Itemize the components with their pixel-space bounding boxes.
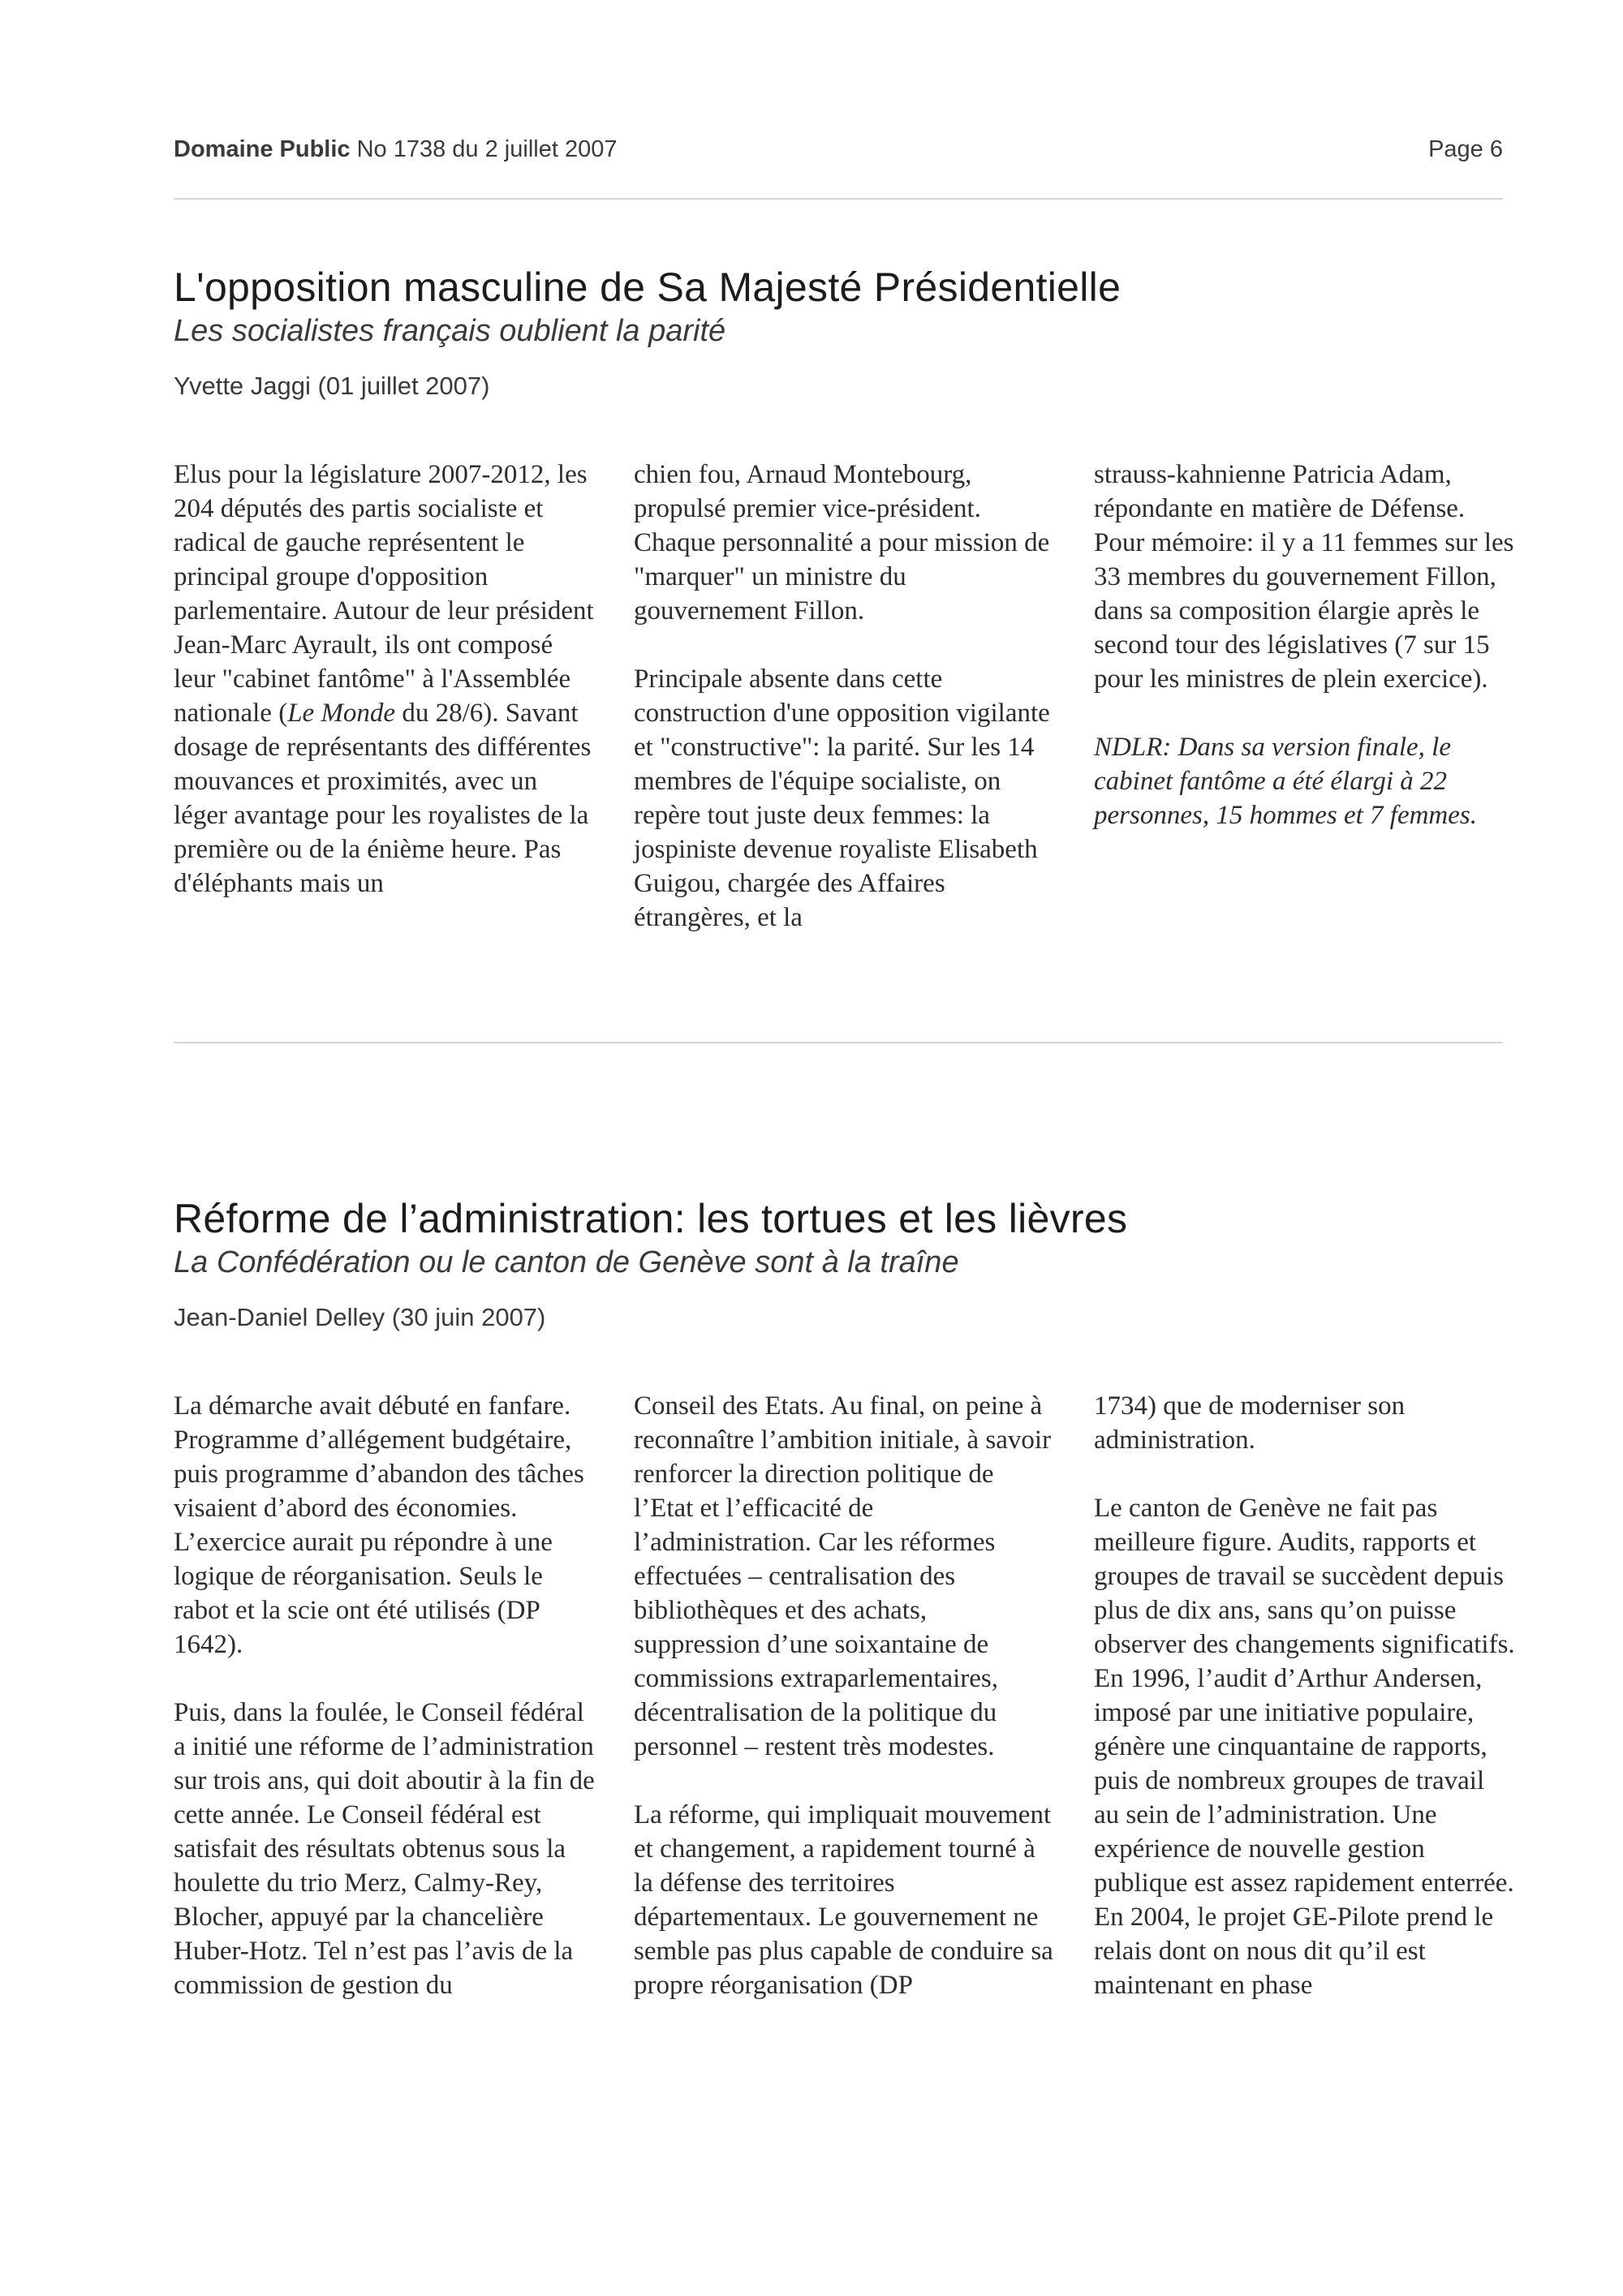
- paragraph: chien fou, Arnaud Montebourg, propulsé premier vice-président. Chaque personnalité a pour mission de "marquer" un ministre du gouvernement Fillon.: [634, 460, 1050, 626]
- article-title: Réforme de l’administration: les tortues et les lièvres: [174, 1196, 1128, 1241]
- paragraph: Conseil des Etats. Au final, on peine à reconnaître l’ambition initiale, à savoir renforcer la direction politique de l’Etat et l’efficacité de l’administration. Car les réformes effectuées – centralisation des bibliothèques et des achats, suppression d’une soixantaine de commissions extraparlementaires, décentralisation de la politique du personnel – restent très modestes.: [634, 1391, 1052, 1761]
- paragraph-text: du 28/6). Savant dosage de représentants des différentes mouvances et proximités, avec un léger avantage pour les royalistes de la première ou de la énième heure. Pas d'éléphants mais un: [174, 699, 592, 898]
- issue-info: No 1738 du 2 juillet 2007: [356, 136, 618, 162]
- paragraph: La réforme, qui impliquait mouvement et changement, a rapidement tourné à la défense des territoires départementaux. Le gouvernement ne semble pas plus capable de conduire sa propre réorganisation (DP: [634, 1800, 1053, 2000]
- article-title: L'opposition masculine de Sa Majesté Présidentielle: [174, 264, 1121, 310]
- paragraph: strauss-kahnienne Patricia Adam, répondante en matière de Défense. Pour mémoire: il y a 11 femmes sur les 33 membres du gouvernement Fillon, dans sa composition élargie après le second tour des législatives (7 sur 15 pour les ministres de plein exercice).: [1094, 460, 1514, 694]
- column-1: [174, 458, 596, 901]
- header-divider: [174, 198, 1503, 200]
- page-header: [174, 136, 1503, 169]
- publication-name: Domaine Public: [174, 136, 351, 162]
- paragraph: La démarche avait débuté en fanfare. Programme d’allégement budgétaire, puis programme d’abandon des tâches visaient d’abord des économies. L’exercice aurait pu répondre à une logique de réorganisation. Seuls le rabot et la scie ont été utilisés (DP 1642).: [174, 1391, 584, 1659]
- editor-note: NDLR: Dans sa version finale, le cabinet fantôme a été élargi à 22 personnes, 15 hommes et 7 femmes.: [1094, 733, 1478, 830]
- paragraph-text: Elus pour la législature 2007-2012, les 204 députés des partis socialiste et radical de gauche représentent le principal groupe d'opposition parlementaire. Autour de leur président Jean-Marc Ayrault, ils ont composé leur "cabinet fantôme" à l'Assemblée nationale (: [174, 460, 594, 728]
- paragraph: Le canton de Genève ne fait pas meilleure figure. Audits, rapports et groupes de travail se succèdent depuis plus de dix ans, sans qu’on puisse observer des changements significatifs. En 1996, l’audit d’Arthur Andersen, imposé par une initiative populaire, génère une cinquantaine de rapports, puis de nombreux groupes de travail au sein de l’administration. Une expérience de nouvelle gestion publique est assez rapidement enterrée. En 2004, le projet GE-Pilote prend le relais dont on nous dit qu’il est maintenant en phase: [1094, 1494, 1515, 2000]
- column-3: [1094, 1389, 1516, 2002]
- column-2: [634, 1389, 1056, 2002]
- article-divider: [174, 1042, 1503, 1043]
- column-3: [1094, 458, 1516, 832]
- paragraph: Puis, dans la foulée, le Conseil fédéral a initié une réforme de l’administration sur trois ans, qui doit aboutir à la fin de cette année. Le Conseil fédéral est satisfait des résultats obtenus sous la houlette du trio Merz, Calmy-Rey, Blocher, appuyé par la chancelière Huber-Hotz. Tel n’est pas l’avis de la commission de gestion du: [174, 1698, 595, 2000]
- newspaper-name: Le Monde: [287, 699, 396, 728]
- page-number: Page 6: [1428, 136, 1503, 162]
- paragraph: 1734) que de moderniser son administration.: [1094, 1391, 1406, 1455]
- article-byline: Jean-Daniel Delley (30 juin 2007): [174, 1303, 546, 1331]
- paragraph: [174, 458, 596, 901]
- article-byline: Yvette Jaggi (01 juillet 2007): [174, 372, 490, 400]
- article-2: [174, 1194, 1515, 2000]
- article-subtitle: La Confédération ou le canton de Genève sont à la traîne: [174, 1245, 959, 1279]
- article-1: [174, 263, 1514, 932]
- column-2: [634, 458, 1056, 935]
- paragraph: Principale absente dans cette construction d'une opposition vigilante et "constructive": la parité. Sur les 14 membres de l'équipe socialiste, on repère tout juste deux femmes: la jospiniste devenue royaliste Elisabeth Guigou, chargée des Affaires étrangères, et la: [634, 664, 1050, 932]
- article-subtitle: Les socialistes français oublient la parité: [174, 314, 726, 348]
- column-1: [174, 1389, 596, 2002]
